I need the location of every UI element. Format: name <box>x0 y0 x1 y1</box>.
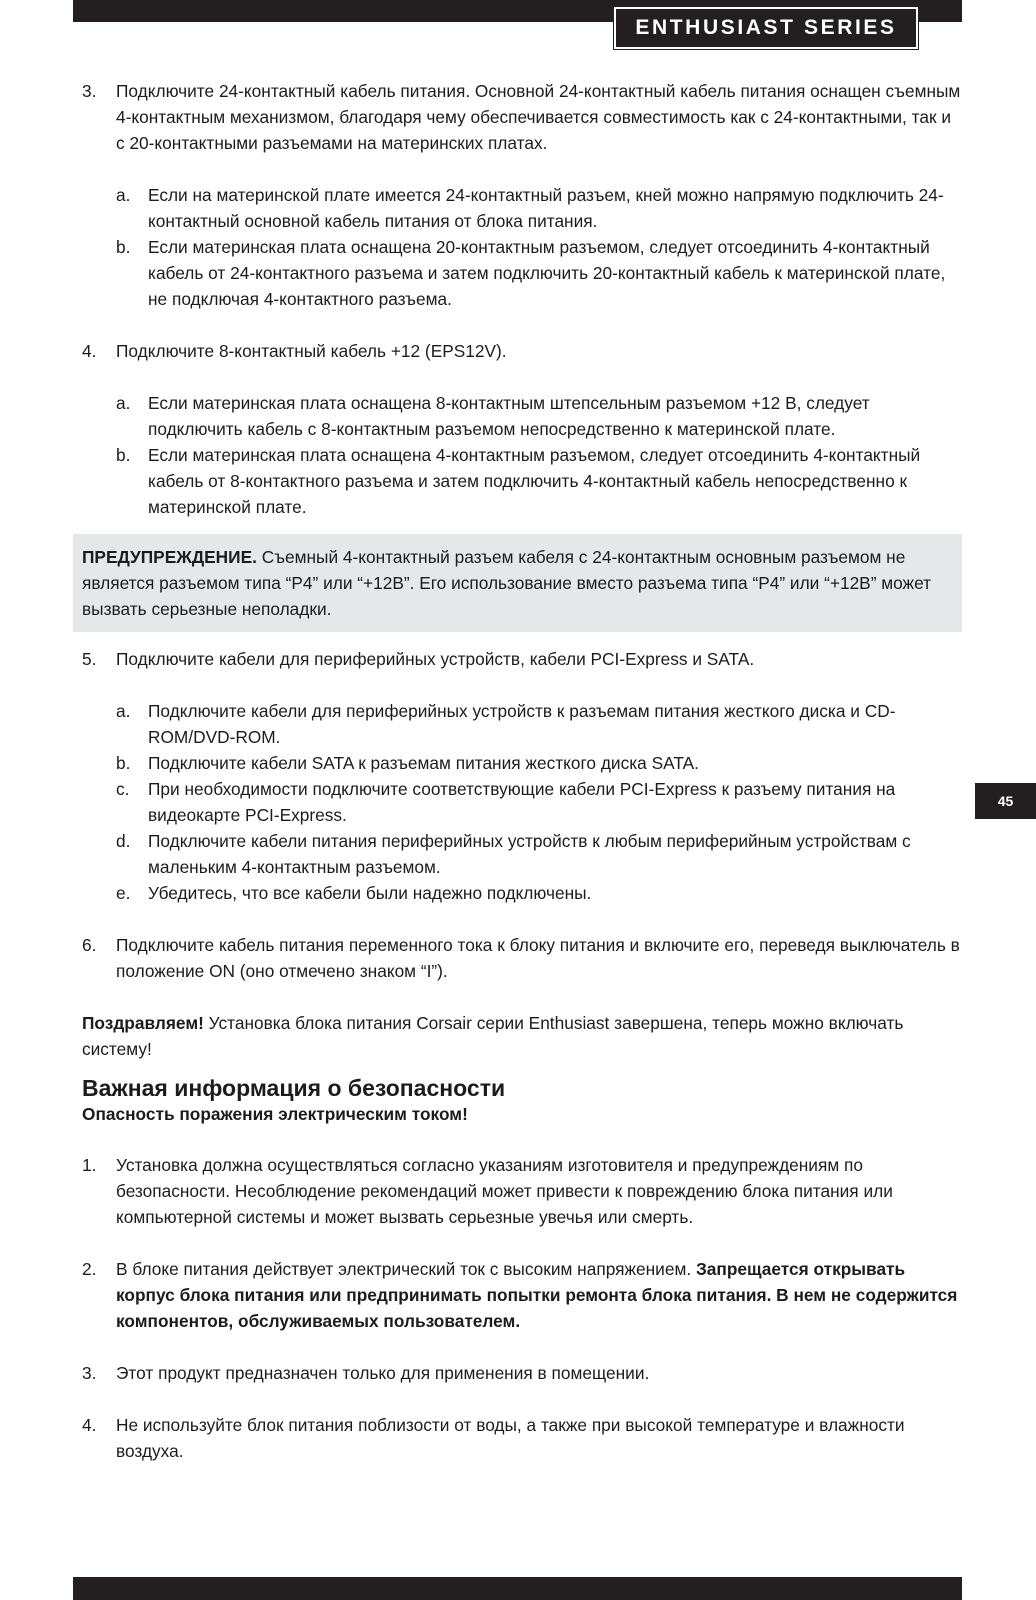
warning-label: ПРЕДУПРЕЖДЕНИЕ. <box>82 547 257 567</box>
page-number: 45 <box>975 783 1036 819</box>
step-text: Подключите кабель питания переменного тока к блоку питания и включите его, переведя выключатель в положение ON (оно отмечено знаком “I”). <box>116 935 960 981</box>
list-letter: c. <box>116 779 130 799</box>
list-number: 4. <box>82 1415 97 1435</box>
list-number: 6. <box>82 935 97 955</box>
step-6 <box>82 932 962 984</box>
list-number: 1. <box>82 1155 97 1175</box>
step-5a <box>82 698 962 750</box>
step-5d <box>82 828 962 880</box>
document-body <box>82 78 962 1464</box>
list-letter: a. <box>116 185 131 205</box>
series-badge: ENTHUSIAST SERIES <box>614 7 918 49</box>
warning-box <box>73 534 962 632</box>
list-letter: b. <box>116 753 131 773</box>
safety-text: Этот продукт предназначен только для применения в помещении. <box>116 1363 650 1383</box>
safety-subheading: Опасность поражения электрическим током! <box>82 1104 468 1124</box>
list-letter: a. <box>116 701 131 721</box>
list-letter: e. <box>116 883 131 903</box>
substep-text: Подключите кабели SATA к разъемам питания жесткого диска SATA. <box>148 753 699 773</box>
safety-text: В блоке питания действует электрический ток с высоким напряжением. <box>116 1259 696 1279</box>
substep-text: Убедитесь, что все кабели были надежно подключены. <box>148 883 592 903</box>
step-4 <box>82 338 962 364</box>
substep-text: Если на материнской плате имеется 24-контактный разъем, кней можно напрямую подключить 24-контактный основной кабель питания от блока питания. <box>148 185 944 231</box>
step-5e <box>82 880 962 906</box>
step-4a <box>82 390 962 442</box>
safety-bold-text: Запрещается открывать корпус блока питания или предпринимать попытки ремонта блока питания. В нем не содержится компонентов, обслуживаемых пользователем. <box>116 1259 958 1331</box>
safety-text: Установка должна осуществляться согласно указаниям изготовителя и предупреждениям по безопасности. Несоблюдение рекомендаций может привести к повреждению блока питания или компьютерной системы и может вызвать серьезные увечья или смерть. <box>116 1155 893 1227</box>
substep-text: Если материнская плата оснащена 20-контактным разъемом, следует отсоединить 4-контактный кабель от 24-контактного разъема и затем подключить 20-контактный кабель к материнской плате, не подключая 4-контактного разъема. <box>148 237 946 309</box>
safety-heading: Важная информация о безопасности <box>82 1075 506 1101</box>
footer-bar <box>73 1577 962 1600</box>
substep-text: При необходимости подключите соответствующие кабели PCI-Express к разъему питания на видеокарте PCI-Express. <box>148 779 896 825</box>
list-letter: b. <box>116 445 131 465</box>
step-5c <box>82 776 962 828</box>
list-number: 4. <box>82 341 97 361</box>
step-5 <box>82 646 962 672</box>
list-letter: b. <box>116 237 131 257</box>
step-text: Подключите кабели для периферийных устройств, кабели PCI-Express и SATA. <box>116 649 755 669</box>
congrats-label: Поздравляем! <box>82 1013 204 1033</box>
list-number: 3. <box>82 81 97 101</box>
list-number: 2. <box>82 1259 97 1279</box>
list-number: 5. <box>82 649 97 669</box>
step-3b <box>82 234 962 312</box>
list-number: 3. <box>82 1363 97 1383</box>
safety-item-2 <box>82 1256 962 1334</box>
step-5b <box>82 750 962 776</box>
step-3a <box>82 182 962 234</box>
congrats-text: Установка блока питания Corsair серии Enthusiast завершена, теперь можно включать систему! <box>82 1013 904 1059</box>
congrats-paragraph <box>82 1010 962 1062</box>
safety-item-1 <box>82 1152 962 1230</box>
substep-text: Если материнская плата оснащена 8-контактным штепсельным разъемом +12 В, следует подключить кабель с 8-контактным разъемом непосредственно к материнской плате. <box>148 393 870 439</box>
safety-item-3 <box>82 1360 962 1386</box>
step-text: Подключите 24-контактный кабель питания. Основной 24-контактный кабель питания оснащен съемным 4-контактным механизмом, благодаря чему обеспечивается совместимость как с 24-контактными, так и с 20-контактными разъемами на материнских платах. <box>116 81 961 153</box>
list-letter: a. <box>116 393 131 413</box>
list-letter: d. <box>116 831 131 851</box>
substep-text: Подключите кабели для периферийных устройств к разъемам питания жесткого диска и CD-ROM/DVD-ROM. <box>148 701 896 747</box>
warning-text: Съемный 4-контактный разъем кабеля с 24-контактным основным разъемом не является разъемом типа “P4” или “+12В”. Его использование вместо разъема типа “P4” или “+12В” может вызвать серьезные неполадки. <box>82 547 932 619</box>
substep-text: Подключите кабели питания периферийных устройств к любым периферийным устройствам с маленьким 4-контактным разъемом. <box>148 831 911 877</box>
step-3 <box>82 78 962 156</box>
safety-item-4 <box>82 1412 962 1464</box>
safety-text: Не используйте блок питания поблизости от воды, а также при высокой температуре и влажности воздуха. <box>116 1415 905 1461</box>
step-text: Подключите 8-контактный кабель +12 (EPS12V). <box>116 341 507 361</box>
substep-text: Если материнская плата оснащена 4-контактным разъемом, следует отсоединить 4-контактный кабель от 8-контактного разъема и затем подключить 4-контактный кабель непосредственно к материнской плате. <box>148 445 921 517</box>
step-4b <box>82 442 962 520</box>
